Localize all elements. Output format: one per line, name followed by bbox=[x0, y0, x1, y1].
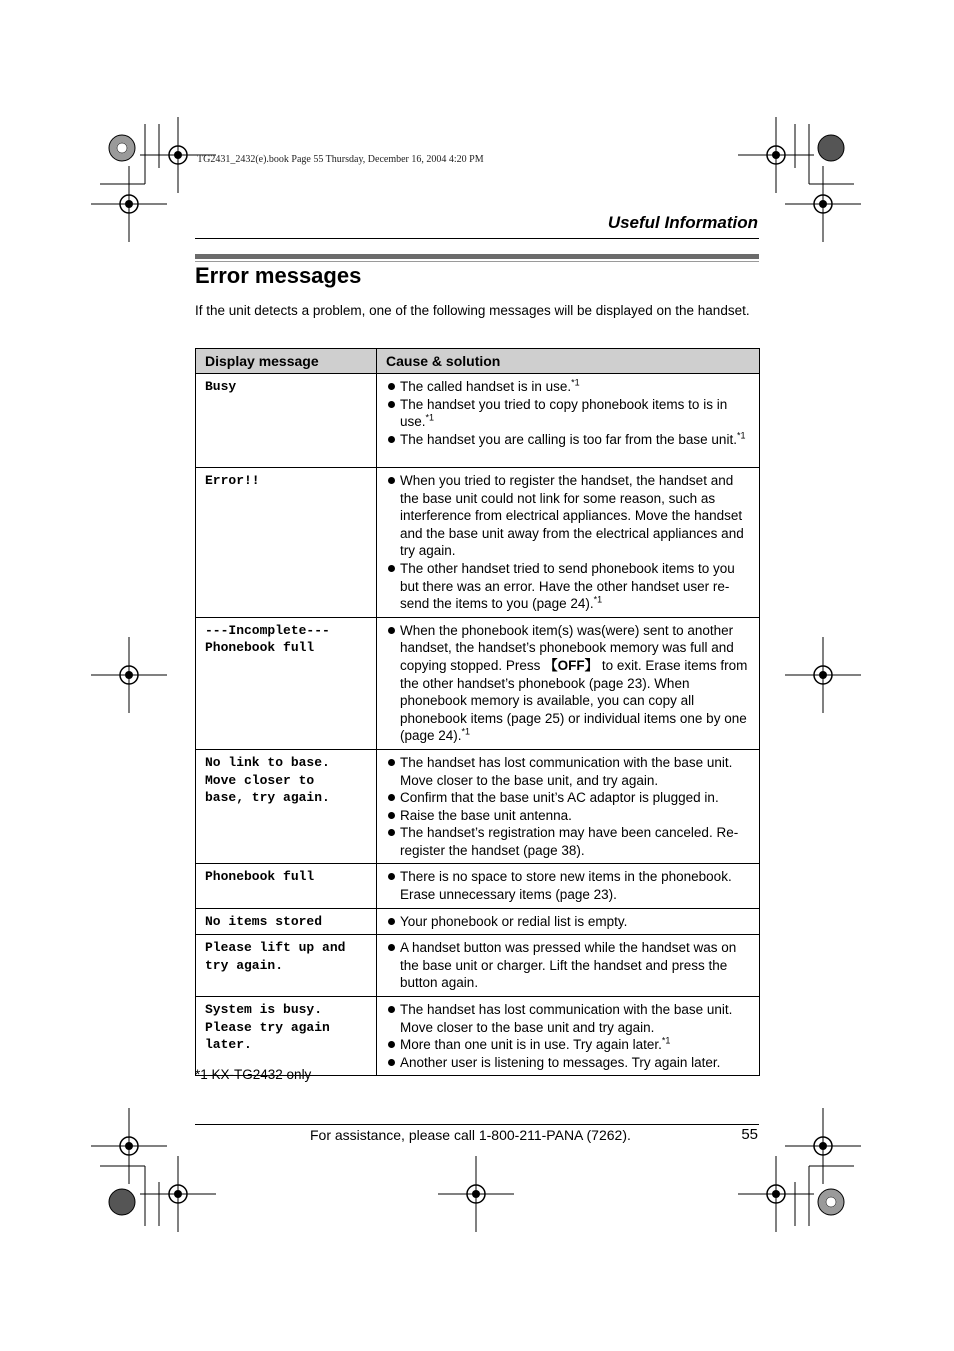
header-display-message: Display message bbox=[196, 349, 377, 374]
title-bar bbox=[195, 254, 759, 259]
table-row bbox=[196, 617, 760, 749]
footnote-ref: *1 bbox=[425, 412, 435, 423]
cause-item: The handset you are calling is too far from the base unit.$^{*1}$ bbox=[386, 431, 753, 449]
footnote-ref: *1 bbox=[461, 726, 471, 737]
footnote-ref: *1 bbox=[571, 377, 580, 388]
cause-item: When the phonebook item(s) was(were) sent to another handset, the handset’s phonebook memory was full and copying stopped. Press 【OFF】 to exit. Erase items from the other handset’s phonebook (page 23). When phonebook memory is available, you can copy all phonebook items (page 25) or individual items one by one (page 24).$^{*1}$ bbox=[386, 622, 753, 745]
display-message: Busy bbox=[196, 374, 377, 468]
off-key-label: 【OFF】 bbox=[544, 657, 599, 673]
header-rule bbox=[195, 238, 759, 239]
cause-item: There is no space to store new items in the phonebook. Erase unnecessary items (page 23). bbox=[386, 868, 753, 903]
table-row bbox=[196, 864, 760, 908]
page-number: 55 bbox=[741, 1126, 758, 1143]
intro-text: If the unit detects a problem, one of the following messages will be displayed on the handset. bbox=[195, 303, 750, 318]
cause-item: Raise the base unit antenna. bbox=[386, 807, 753, 825]
cause-item: Confirm that the base unit’s AC adaptor is plugged in. bbox=[386, 789, 753, 807]
display-message: Phonebook full bbox=[196, 864, 377, 908]
display-message: System is busy. Please try again later. bbox=[196, 997, 377, 1076]
assistance-line: For assistance, please call 1-800-211-PANA (7262). bbox=[310, 1127, 631, 1143]
cause-item: More than one unit is in use. Try again later.$^{*1}$ bbox=[386, 1036, 753, 1054]
cause-cell bbox=[377, 997, 760, 1076]
cause-item: When you tried to register the handset, the handset and the base unit could not link for some reason, such as interference from electrical appliances. Move the handset and the base unit away from the electrical appliances and try again. bbox=[386, 472, 753, 560]
display-message: Please lift up and try again. bbox=[196, 935, 377, 997]
table-header-row bbox=[196, 349, 760, 374]
display-message: No items stored bbox=[196, 908, 377, 935]
cause-item: The called handset is in use.$^{*1}$ bbox=[386, 378, 753, 396]
display-message: No link to base. Move closer to base, try again. bbox=[196, 749, 377, 864]
error-messages-table bbox=[195, 348, 760, 1076]
section-title: Useful Information bbox=[607, 213, 758, 232]
table-row bbox=[196, 997, 760, 1076]
table-row bbox=[196, 468, 760, 618]
cause-cell bbox=[377, 864, 760, 908]
table-row bbox=[196, 908, 760, 935]
cause-item: The other handset tried to send phonebook items to you but there was an error. Have the other handset user re-send the items to you (page 24).$^{*1}$ bbox=[386, 560, 753, 613]
print-info: TG2431_2432(e).book Page 55 Thursday, December 16, 2004 4:20 PM bbox=[197, 154, 484, 165]
cause-item: The handset has lost communication with the base unit. Move closer to the base unit, and try again. bbox=[386, 754, 753, 789]
display-message: Error!! bbox=[196, 468, 377, 618]
cause-cell bbox=[377, 468, 760, 618]
page-title: Error messages bbox=[195, 263, 362, 288]
table-row bbox=[196, 935, 760, 997]
cause-item: The handset has lost communication with the base unit. Move closer to the base unit and try again. bbox=[386, 1001, 753, 1036]
display-message: ---Incomplete--- Phonebook full bbox=[196, 617, 377, 749]
footnote-ref: *1 bbox=[736, 430, 746, 441]
cause-item: The handset you tried to copy phonebook items to is in use.$^{*1}$ bbox=[386, 396, 753, 431]
table-row bbox=[196, 749, 760, 864]
cause-item: Your phonebook or redial list is empty. bbox=[386, 913, 753, 931]
cause-cell bbox=[377, 908, 760, 935]
header-cause-solution: Cause & solution bbox=[377, 349, 760, 374]
cause-item: A handset button was pressed while the handset was on the base unit or charger. Lift the handset and press the button again. bbox=[386, 939, 753, 992]
title-bar-underline bbox=[195, 261, 759, 262]
cause-item: Another user is listening to messages. Try again later. bbox=[386, 1054, 753, 1072]
footnote-ref: *1 bbox=[593, 594, 603, 605]
cause-item: The handset’s registration may have been canceled. Re-register the handset (page 38). bbox=[386, 824, 753, 859]
cause-cell bbox=[377, 617, 760, 749]
footer-rule bbox=[195, 1124, 759, 1125]
table-row bbox=[196, 374, 760, 468]
footnote-ref: *1 bbox=[661, 1035, 671, 1046]
footnote: *1 KX-TG2432 only bbox=[195, 1067, 312, 1082]
cause-cell bbox=[377, 749, 760, 864]
cause-cell bbox=[377, 374, 760, 468]
cause-cell bbox=[377, 935, 760, 997]
